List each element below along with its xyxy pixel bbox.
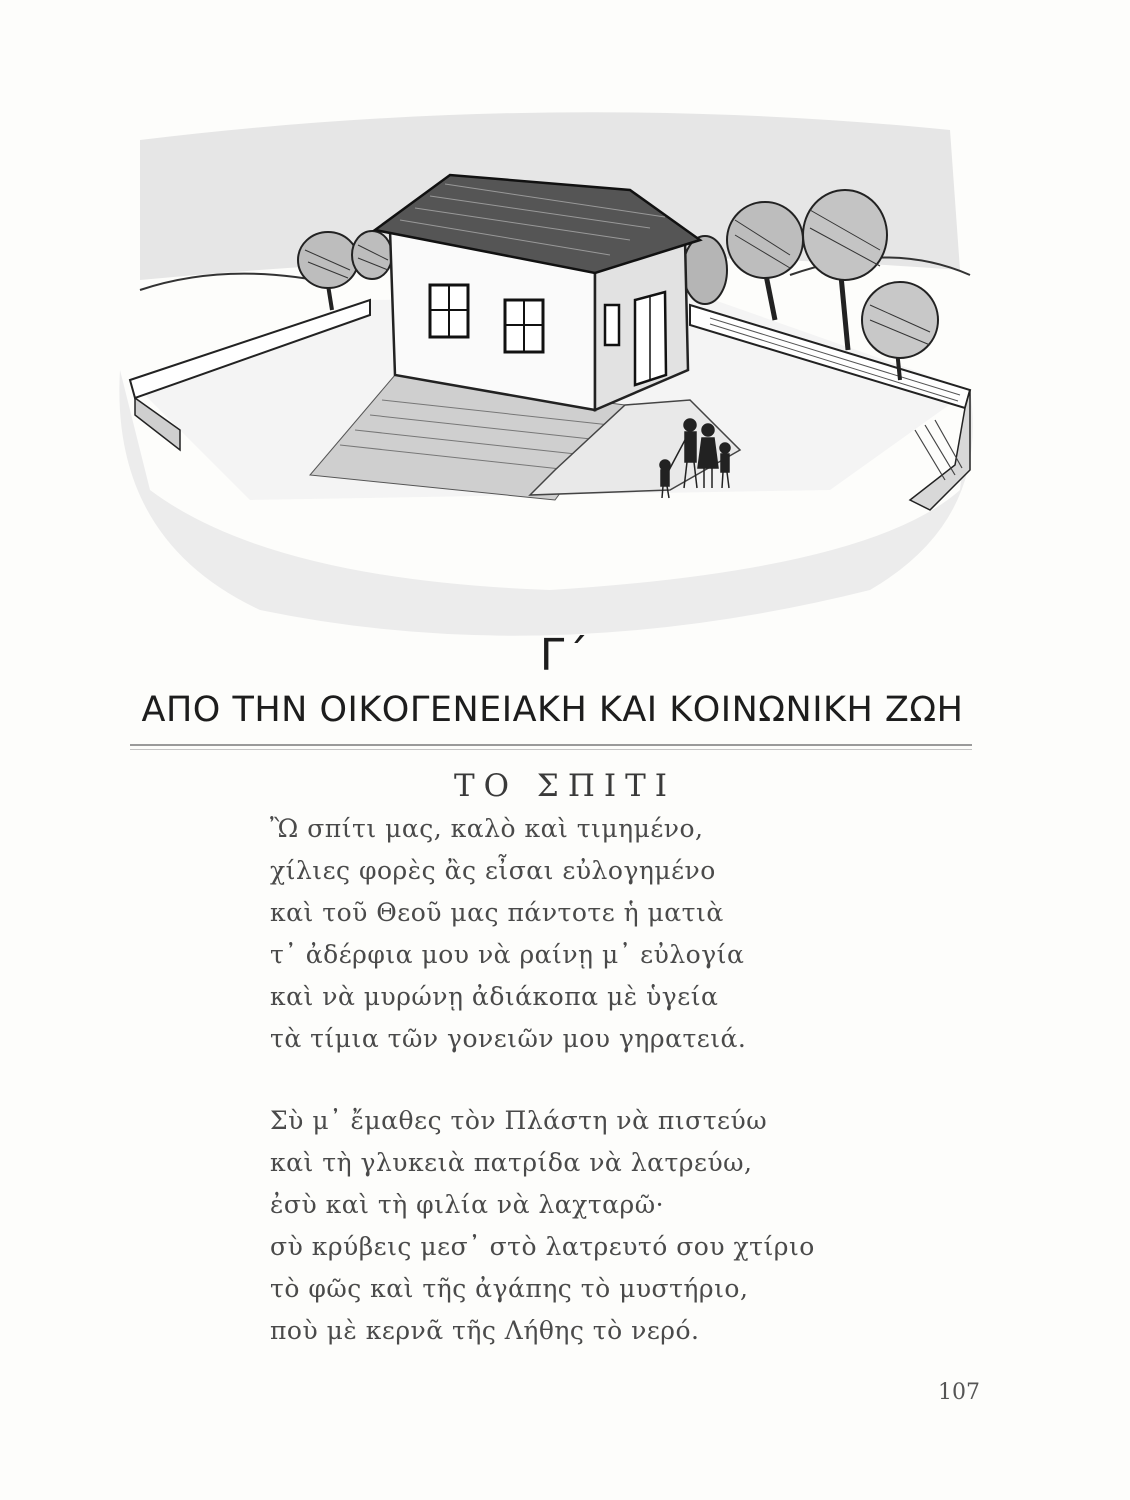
poem-line: ἐσὺ καὶ τὴ φιλία νὰ λαχταρῶ· (270, 1190, 665, 1219)
poem-line: τὸ φῶς καὶ τῆς ἀγάπης τὸ μυστήριο, (270, 1274, 749, 1303)
poem-line: τὰ τίμια τῶν γονειῶν μου γηρατειά. (270, 1024, 747, 1053)
house-window-left (430, 285, 468, 337)
section-title: ΑΠΟ ΤΗΝ ΟΙΚΟΓΕΝΕΙΑΚΗ ΚΑΙ ΚΟΙΝΩΝΙΚΗ ΖΩΗ (141, 690, 964, 730)
poem-line: τ᾽ ἀδέρφια μου νὰ ραίνῃ μ᾽ εὐλογία (270, 940, 745, 969)
poem-line: Ὢ σπίτι μας, καλὸ καὶ τιμημένο, (270, 814, 704, 843)
poem-line: καὶ νὰ μυρώνῃ ἀδιάκοπα μὲ ὑγεία (270, 982, 719, 1011)
poem-line: Σὺ μ᾽ ἔμαθες τὸν Πλάστη νὰ πιστεύω (270, 1106, 768, 1135)
house-window-right (505, 300, 543, 352)
trees-left (298, 231, 392, 310)
house-window-side (605, 305, 619, 345)
poem-title: ΤΟ ΣΠΙΤΙ (453, 768, 677, 804)
poem-stanza (270, 1100, 910, 1352)
poem-line: σὺ κρύβεις μεσ᾽ στὸ λατρευτό σου χτίριο (270, 1232, 815, 1261)
poem-line: ποὺ μὲ κερνᾶ τῆς Λήθης τὸ νερό. (270, 1316, 700, 1345)
house-illustration (110, 70, 990, 650)
section-letter: Γ΄ (539, 630, 591, 681)
poem-line: καὶ τὴ γλυκειὰ πατρίδα νὰ λατρεύω, (270, 1148, 753, 1177)
poem-line: χίλιες φορὲς ἂς εἶσαι εὐλογημένο (270, 856, 716, 885)
poem-line: καὶ τοῦ Θεοῦ μας πάντοτε ἡ ματιὰ (270, 898, 724, 927)
title-rule-thin (130, 749, 972, 750)
page-number: 107 (938, 1380, 980, 1405)
title-rule (130, 744, 972, 746)
poem-stanza (270, 808, 910, 1060)
